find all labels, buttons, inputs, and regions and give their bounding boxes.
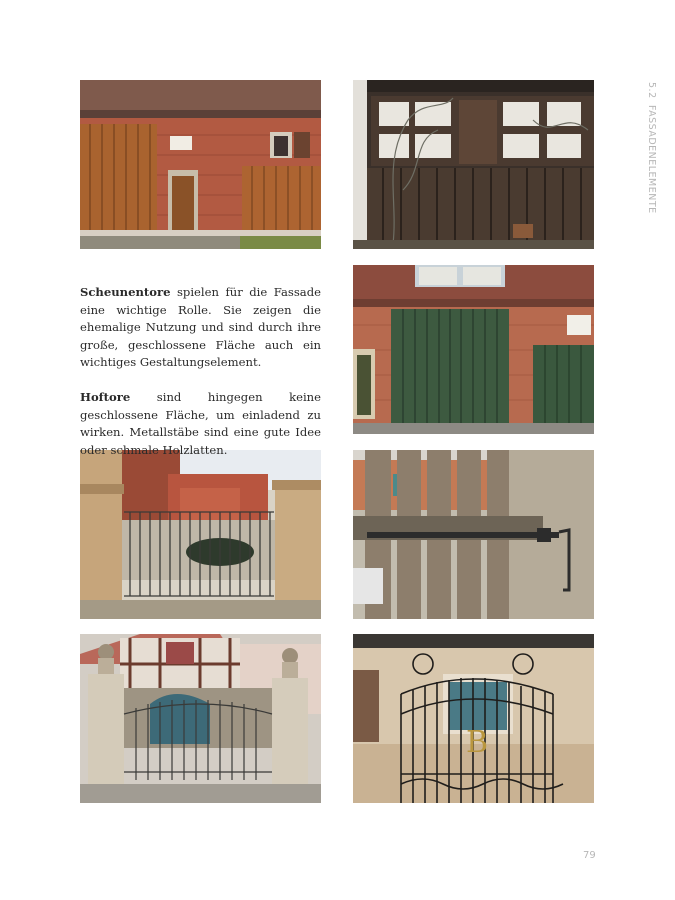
term-scheunentore: Scheunentore: [80, 285, 171, 299]
paragraph-yard-gates: [80, 389, 321, 459]
paragraph-barn-doors-text: spielen für die Fassade eine wichtige Rolle. Sie zeigen die ehemalige Nutzung und sind durch ihre große, geschlossene Fläche auch ein wichtiges Gestaltungselement.: [80, 285, 321, 370]
page-number: 79: [583, 850, 596, 861]
photo-stone-pillar-gate: [80, 634, 321, 803]
term-hoftore: Hoftore: [80, 389, 131, 404]
photo-brick-barn-wooden-doors: [80, 80, 321, 249]
paragraph-barn-doors: [80, 284, 321, 372]
section-label: [641, 82, 657, 214]
photo-green-barn-doors: [353, 265, 594, 434]
section-title: FASSADENELEMENTE: [646, 104, 657, 214]
photo-wooden-slat-gate: [353, 450, 594, 619]
section-number: 5.2: [646, 82, 657, 99]
paragraph-yard-gates-text: sind hingegen keine geschlossene Fläche, um einladend zu wirken. Metallstäbe sind eine gute Idee oder schmale Holzlatten.: [80, 389, 321, 457]
photo-wrought-iron-gate: [353, 634, 594, 803]
svg-text:B: B: [465, 725, 489, 760]
photo-timber-barn-vines: [353, 80, 594, 249]
body-text: [80, 284, 321, 476]
